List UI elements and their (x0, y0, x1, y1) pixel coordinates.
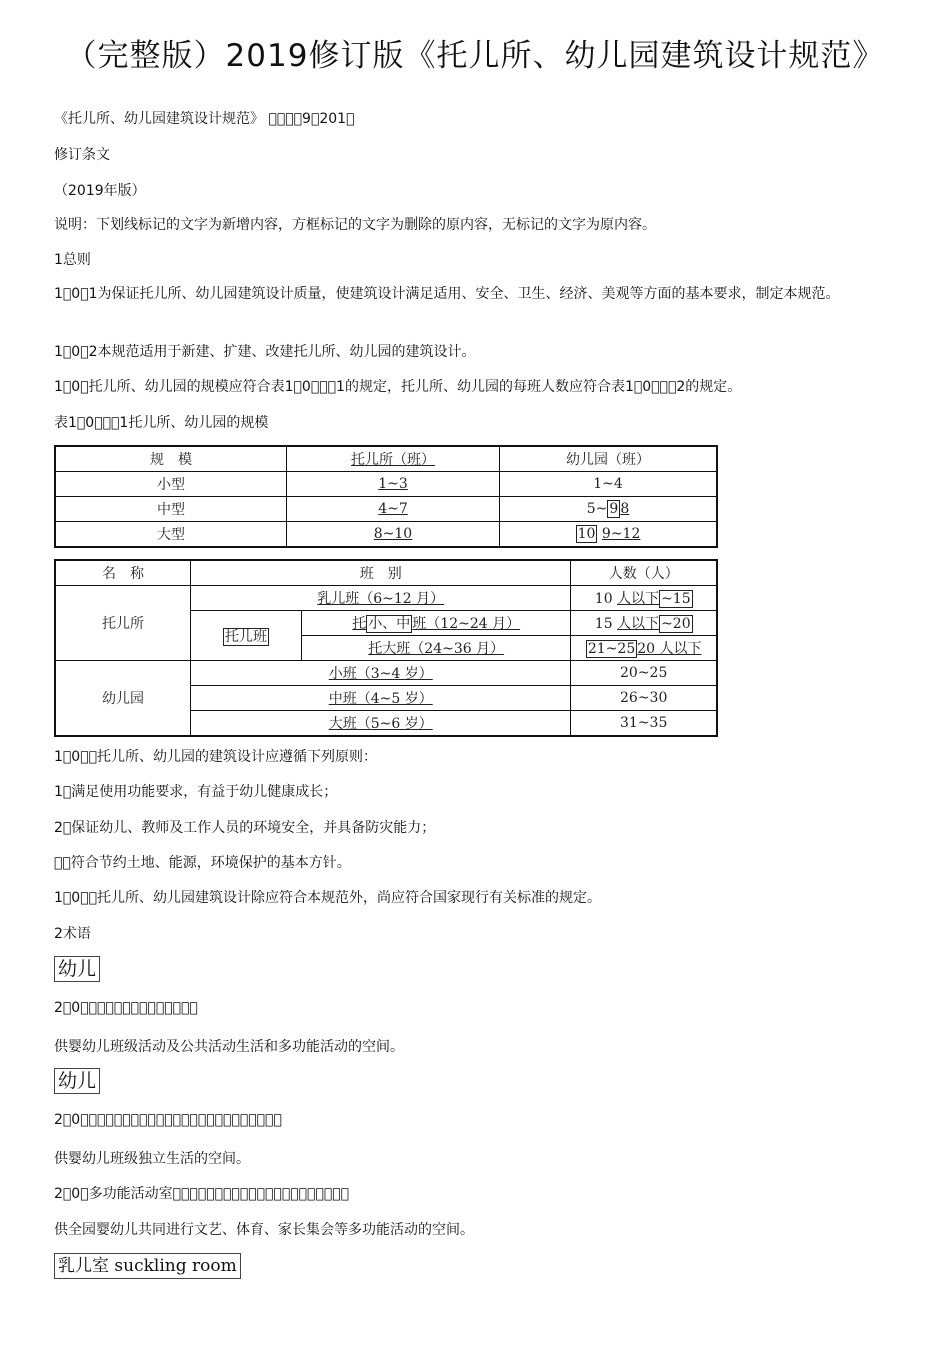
table-cell: 10 9~12 (500, 522, 718, 548)
doc-line: ￿￿符合节约土地、能源，环境保护的基本方针。 (54, 855, 351, 871)
doc-line: 说明：下划线标记的文字为新增内容，方框标记的文字为删除的原内容，无标记的文字为原内容。 (54, 217, 656, 233)
table-cell: 托儿所 (55, 586, 191, 661)
table-cell: 中班（4~5 岁） (191, 686, 571, 711)
table-row (55, 497, 717, 522)
doc-line: 1￿0￿2本规范适用于新建、扩建、改建托儿所、幼儿园的建筑设计。 (54, 344, 476, 360)
table-cell: 8~10 (287, 522, 500, 548)
table-cell: 中型 (55, 497, 287, 522)
table-cell: 26~30 (571, 686, 717, 711)
table-header: 人数（人） (571, 560, 717, 586)
scale-table (54, 445, 718, 548)
table-header: 规 模 (55, 446, 287, 472)
doc-line: 2￿0￿￿￿￿￿￿￿￿￿￿￿￿￿￿￿￿￿￿￿￿￿￿￿￿ (54, 1112, 282, 1128)
class-size-table (54, 559, 718, 737)
table-cell: 乳儿班（6~12 月） (191, 586, 571, 611)
boxed-term: 幼儿 (54, 1068, 100, 1094)
table-row (55, 522, 717, 548)
doc-line: 《托儿所、幼儿园建筑设计规范》 ￿￿￿￿9￿201￿ (54, 111, 355, 127)
table-caption: 表1￿0￿￿￿1托儿所、幼儿园的规模 (54, 415, 269, 431)
table-header: 托儿所（班） (287, 446, 500, 472)
section-heading: 2术语 (54, 926, 91, 942)
table-cell: 大班（5~6 岁） (191, 711, 571, 737)
doc-line: 2￿保证幼儿、教师及工作人员的环境安全，并具备防灾能力； (54, 820, 436, 836)
doc-paragraph: 1￿0￿1为保证托儿所、幼儿园建筑设计质量，使建筑设计满足适用、安全、卫生、经济、美观等方面的基本要求，制定本规范。 (54, 286, 840, 302)
doc-line: 1￿0￿￿托儿所、幼儿园建筑设计除应符合本规范外，尚应符合国家现行有关标准的规定。 (54, 890, 602, 906)
doc-line: 1￿0￿￿托儿所、幼儿园的建筑设计应遵循下列原则： (54, 749, 378, 765)
table-cell: 幼儿园 (55, 661, 191, 737)
doc-line: 供婴幼儿班级活动及公共活动生活和多功能活动的空间。 (54, 1039, 404, 1055)
doc-line: 修订条文 (54, 147, 110, 163)
table-cell: 21~25 20 人以下 (571, 636, 717, 661)
table-cell: 1~4 (500, 472, 718, 497)
table-cell: 托大班（24~36 月） (302, 636, 571, 661)
doc-line: 1￿0￿托儿所、幼儿园的规模应符合表1￿0￿￿￿1的规定，托儿所、幼儿园的每班人数应符合表1￿0￿￿￿2的规定。 (54, 379, 742, 395)
doc-line: 供婴幼儿班级独立生活的空间。 (54, 1151, 250, 1167)
table-cell: 小型 (55, 472, 287, 497)
table-cell: 10 人以下 ~15 (571, 586, 717, 611)
table-cell: 大型 (55, 522, 287, 548)
doc-line: 2￿0￿多功能活动室￿￿￿￿￿￿￿￿￿￿￿￿￿￿￿￿￿￿￿￿￿ (54, 1186, 350, 1202)
table-cell: 31~35 (571, 711, 717, 737)
table-header: 幼儿园（班） (500, 446, 718, 472)
doc-line: 供全园婴幼儿共同进行文艺、体育、家长集会等多功能活动的空间。 (54, 1222, 474, 1238)
doc-line: （2019年版） (54, 183, 146, 199)
table-cell: 托 小、中 班（12~24 月） (302, 611, 571, 636)
doc-line: 2￿0￿￿￿￿￿￿￿￿￿￿￿￿￿￿ (54, 1000, 198, 1016)
table-cell: 小班（3~4 岁） (191, 661, 571, 686)
doc-line: 1￿满足使用功能要求，有益于幼儿健康成长； (54, 784, 338, 800)
section-heading: 1总则 (54, 252, 91, 268)
table-header: 班 别 (191, 560, 571, 586)
page-title: （完整版）2019修订版《托儿所、幼儿园建筑设计规范》 (65, 38, 885, 74)
table-cell: 15 人以下 ~20 (571, 611, 717, 636)
table-row (55, 661, 717, 686)
table-row (55, 586, 717, 611)
table-cell: 5~ 9 8 (500, 497, 718, 522)
boxed-term: 乳儿室 suckling room (54, 1253, 241, 1279)
table-cell: 20~25 (571, 661, 717, 686)
table-header: 名 称 (55, 560, 191, 586)
boxed-term: 幼儿 (54, 956, 100, 982)
table-cell: 托儿班 (191, 611, 302, 661)
table-cell: 4~7 (287, 497, 500, 522)
table-row (55, 472, 717, 497)
table-cell: 1~3 (287, 472, 500, 497)
